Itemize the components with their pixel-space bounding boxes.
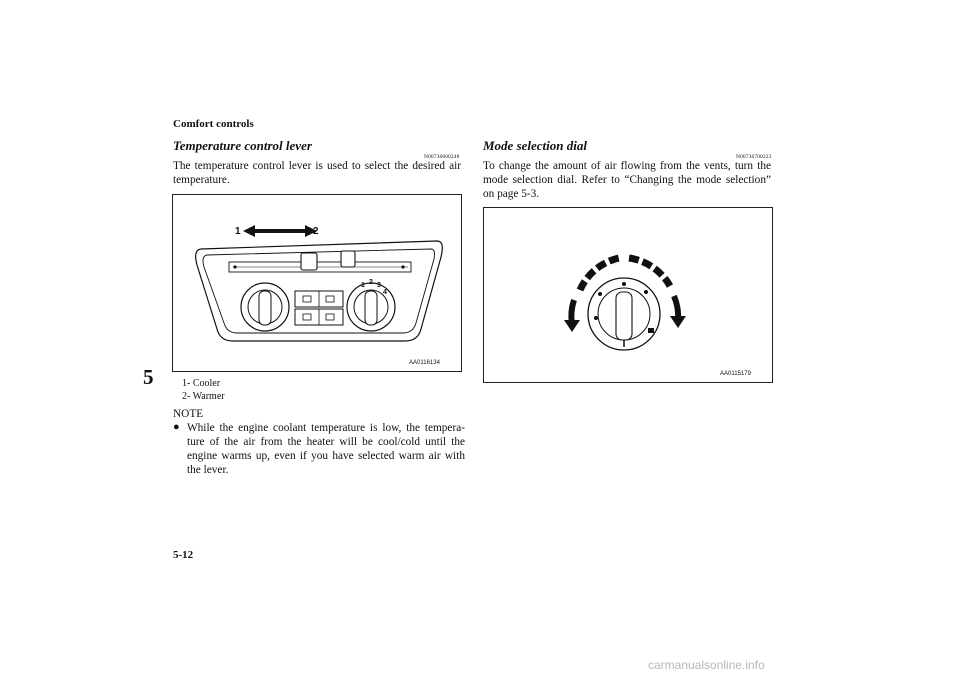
section-title-mode: Mode selection dial (483, 138, 587, 153)
chapter-tab: 5 (143, 365, 154, 389)
callout-1: 1 (235, 226, 241, 237)
legend-item-cooler: 1- Cooler (182, 378, 221, 389)
page-number: 5-12 (173, 549, 194, 561)
temperature-panel-illustration (173, 195, 461, 371)
figure-code-mode: AA0115179 (720, 371, 751, 377)
dial-number-1: 1 (361, 282, 365, 289)
running-header: Comfort controls (173, 118, 254, 130)
bullet-icon: ● (173, 421, 180, 433)
section-code-mode: N00736700223 (736, 154, 772, 160)
figure-temperature-panel (172, 194, 462, 372)
paragraph-temperature: The temperature control lever is used to select the desired air temperature. (173, 160, 461, 186)
note-text: While the engine coolant temperature is low, the tempera-ture of the air from the heater will be cool/cold until the engine warms up, even if you have selected warm air with the lever. (187, 422, 465, 476)
watermark: carmanualsonline.info (648, 658, 765, 672)
note-item (173, 421, 465, 477)
section-code-temperature: N00736600248 (424, 154, 460, 160)
figure-mode-dial (483, 207, 773, 383)
paragraph-mode: To change the amount of air flowing from the vents, turn the mode selection dial. Refer to “Changing the mode selection” on page 5-3. (483, 160, 771, 200)
legend-item-warmer: 2- Warmer (182, 391, 225, 402)
dial-number-4: 4 (383, 289, 387, 296)
note-label: NOTE (173, 408, 204, 420)
dial-number-3: 3 (377, 282, 381, 289)
legend-list (182, 377, 225, 403)
mode-dial-illustration (484, 208, 772, 382)
dial-number-2: 2 (369, 279, 373, 286)
callout-2: 2 (313, 226, 319, 237)
section-title-temperature: Temperature control lever (173, 138, 312, 153)
figure-code-temperature: AA0116134 (409, 360, 440, 366)
